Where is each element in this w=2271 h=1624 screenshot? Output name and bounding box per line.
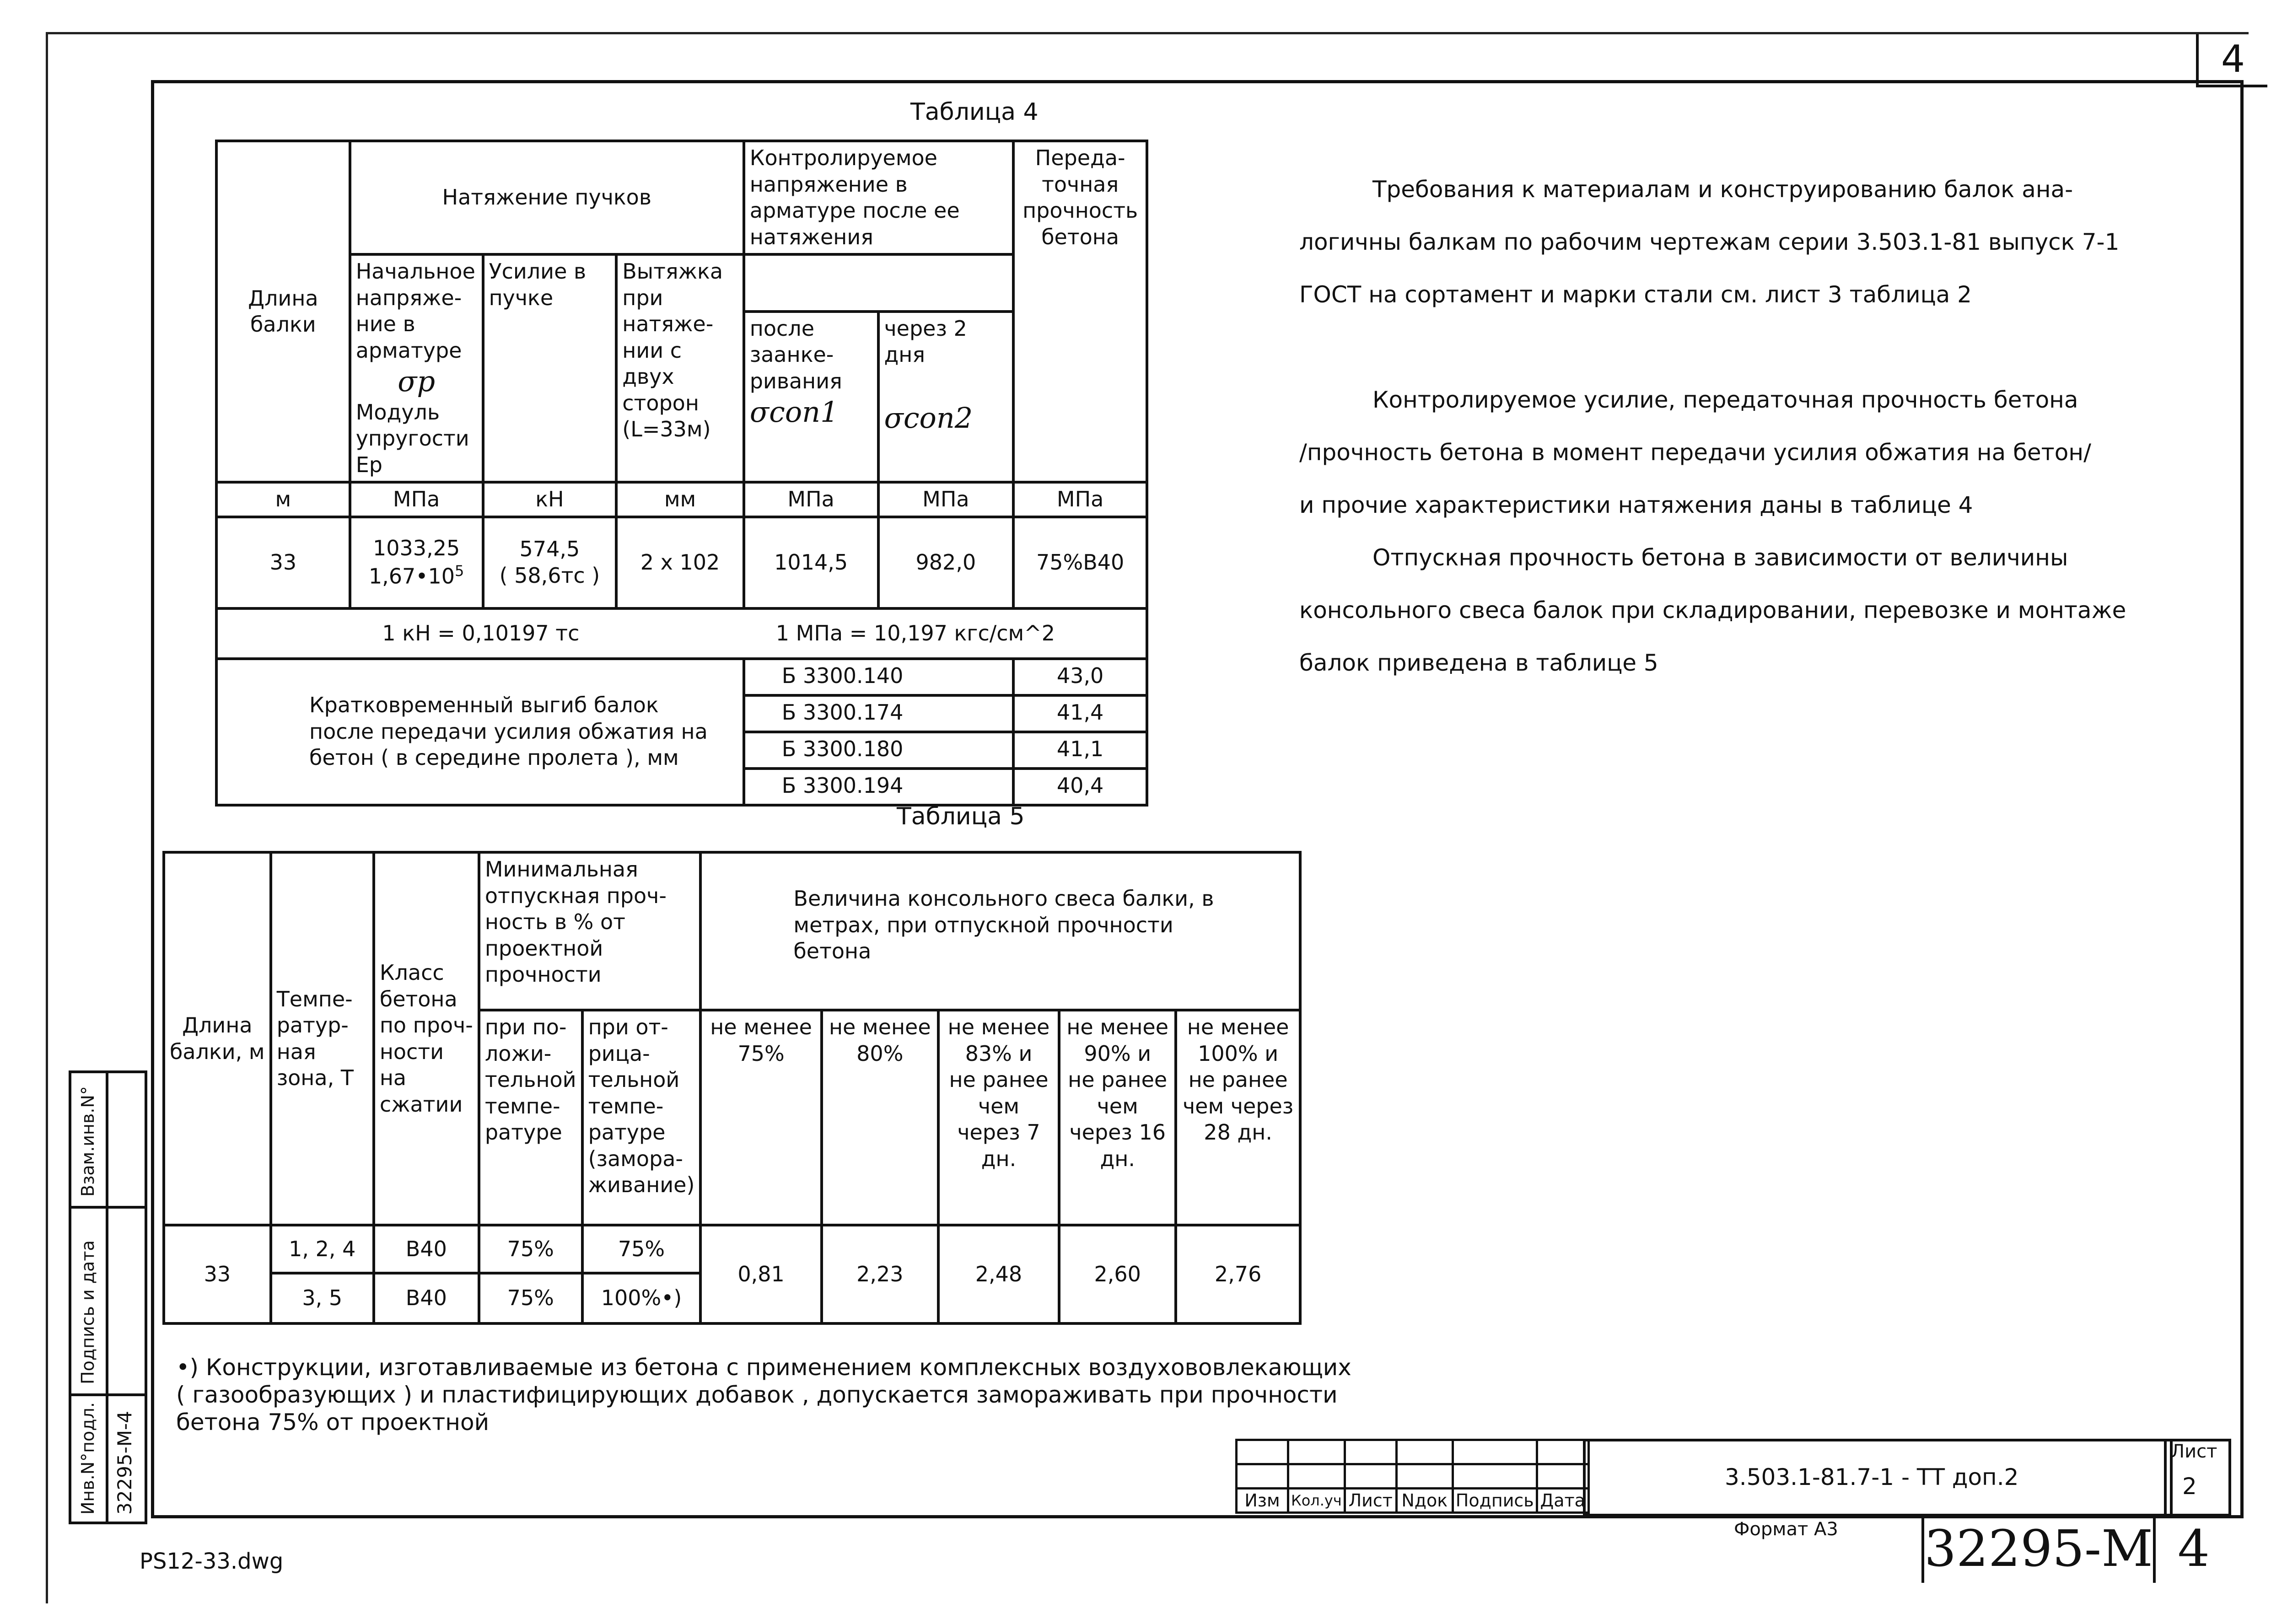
t4-2days-text: через 2 дня xyxy=(884,316,967,367)
t4-unit: МПа xyxy=(1013,482,1147,517)
t5-oh-top: не менее xyxy=(710,1015,812,1039)
side-signature-label: Подпись и дата xyxy=(78,1240,98,1384)
t4-modulus-text: Модуль упругости Ep xyxy=(355,399,469,477)
t4-value-transfer: 75%B40 xyxy=(1013,517,1147,608)
t5-header-min-strength: Минимальная отпускная проч- ность в % от проектной прочности xyxy=(479,852,701,1010)
t5-oh-rest: не ранее чем через 28 дн. xyxy=(1183,1067,1294,1145)
t4-deflection-value: 43,0 xyxy=(1013,659,1147,695)
t5-overhang-value: 2,76 xyxy=(1176,1225,1300,1323)
t4-modulus xyxy=(356,562,477,590)
t4-value-force xyxy=(483,517,617,608)
note-line: /прочность бетона в момент передачи усилия обжатия на бетон/ xyxy=(1299,439,2091,466)
t5-value-length: 33 xyxy=(164,1225,271,1323)
t4-value-2days: 982,0 xyxy=(878,517,1014,608)
t4-initial-symbol: σp xyxy=(398,365,436,398)
t5-oh-pct: 80% xyxy=(856,1041,904,1066)
t5-oh-top: не менее xyxy=(829,1015,931,1039)
note-line: логичны балкам по рабочим чертежам серии 3.503.1-81 выпуск 7-1 xyxy=(1299,229,2120,255)
note-line: и прочие характеристики натяжения даны в таблице 4 xyxy=(1299,492,1973,518)
tb-col-label: Дата xyxy=(1537,1489,1588,1513)
t4-header-elongation xyxy=(616,254,744,482)
t4-initial-stress: 1033,25 xyxy=(373,536,460,561)
t4-deflection-value: 40,4 xyxy=(1013,769,1147,805)
t5-oh-rest: не ранее чем через 16 дн. xyxy=(1068,1067,1168,1171)
t4-header-length: Длина балки xyxy=(216,141,350,482)
t5-value-zone: 3, 5 xyxy=(271,1273,374,1323)
sheet-label: Лист xyxy=(2171,1441,2217,1462)
t5-overhang-value: 2,48 xyxy=(938,1225,1059,1323)
t5-value-positive: 75% xyxy=(479,1273,582,1323)
t5-overhang-value: 0,81 xyxy=(700,1225,821,1323)
t4-value-elongation: 2 x 102 xyxy=(616,517,744,608)
t4-unit: МПа xyxy=(350,482,483,517)
t5-overhang-header xyxy=(700,1010,821,1225)
t4-header-controlled: Контролируемое напряжение в арматуре после ее натяжения xyxy=(744,141,1013,254)
t4-modulus-base: 1,67•10 xyxy=(368,564,455,589)
t4-unit: м xyxy=(216,482,350,517)
t4-header-transfer: Переда- точная прочность бетона xyxy=(1013,141,1147,482)
t4-header-initial xyxy=(350,254,483,482)
t4-conversion-kn: 1 кН = 0,10197 тс xyxy=(216,608,744,659)
t5-value-negative: 75% xyxy=(582,1225,701,1273)
t4-header-tension: Натяжение пучков xyxy=(350,141,744,254)
page-number: 4 xyxy=(2178,1519,2210,1578)
t5-value-class: B40 xyxy=(374,1273,479,1323)
t4-2days-symbol: σcon2 xyxy=(884,401,973,435)
note-line: Отпускная прочность бетона в зависимости от величины xyxy=(1372,544,2068,571)
tb-col-label: Кол.уч xyxy=(1288,1489,1345,1513)
t5-header-overhang: Величина консольного свеса балки, в метрах, при отпускной прочности бетона xyxy=(700,852,1300,1010)
t4-modulus-exp: 5 xyxy=(454,562,464,580)
t5-oh-rest: не ранее чем через 7 дн. xyxy=(949,1067,1049,1171)
t5-overhang-value: 2,60 xyxy=(1059,1225,1176,1323)
sheet-number: 2 xyxy=(2182,1473,2197,1500)
t4-value-length: 33 xyxy=(216,517,350,608)
t5-header-temp-zone: Темпе- ратур- ная зона, Т xyxy=(271,852,374,1225)
t4-value-initial xyxy=(350,517,483,608)
footnote-line: ( газообразующих ) и пластифицирующих добавок , допускается замораживать при прочности xyxy=(176,1382,1338,1408)
table4-caption: Таблица 4 xyxy=(910,98,1039,126)
t4-deflection-value: 41,1 xyxy=(1013,732,1147,769)
note-line: ГОСТ на сортамент и марки стали см. лист 3 таблица 2 xyxy=(1299,281,1972,308)
file-name: PS12-33.dwg xyxy=(140,1549,284,1574)
t4-initial-text: Начальное напряже- ние в арматуре xyxy=(355,259,475,363)
side-exchange-label: Взам.инв.N° xyxy=(78,1086,98,1197)
title-block-revisions xyxy=(1235,1439,1590,1514)
table-4 xyxy=(215,140,1148,807)
note-line: Контролируемое усилие, передаточная прочность бетона xyxy=(1372,387,2078,413)
t4-header-force: Усилие в пучке xyxy=(483,254,617,482)
t5-oh-top: не менее xyxy=(1066,1015,1169,1039)
corner-sheet-number: 4 xyxy=(2196,34,2267,87)
t4-unit: кН xyxy=(483,482,617,517)
t4-unit: МПа xyxy=(878,482,1014,517)
t4-deflection-value: 41,4 xyxy=(1013,695,1147,732)
side-divider xyxy=(71,1393,145,1396)
tb-col-label: Nдок xyxy=(1396,1489,1453,1513)
tb-col-label: Изм xyxy=(1237,1489,1288,1513)
t4-elong-length: (L=33м) xyxy=(622,417,711,441)
t4-conversion-mpa: 1 МПа = 10,197 кгс/см^2 xyxy=(744,608,1147,659)
t5-header-negative: при от- рица- тельной темпе- ратуре (замора- живание) xyxy=(582,1010,701,1225)
t4-deflection-label: Кратковременный выгиб балок после передачи усилия обжатия на бетон ( в середине пролета ), мм xyxy=(216,659,744,805)
table-5 xyxy=(162,851,1302,1325)
t4-beam-mark: Б 3300.174 xyxy=(744,695,1013,732)
t4-force-tc: ( 58,6тс ) xyxy=(499,563,600,588)
t5-header-length: Длина балки, м xyxy=(164,852,271,1225)
t5-value-positive: 75% xyxy=(479,1225,582,1273)
t5-overhang-value: 2,23 xyxy=(822,1225,938,1323)
t5-value-negative: 100%•) xyxy=(582,1273,701,1323)
t5-value-zone: 1, 2, 4 xyxy=(271,1225,374,1273)
format-label: Формат А3 xyxy=(1734,1519,1838,1540)
t4-unit: МПа xyxy=(744,482,878,517)
document-designation: 3.503.1-81.7-1 - ТТ доп.2 xyxy=(1725,1464,2019,1490)
t5-header-class: Класс бетона по проч- ности на сжатии xyxy=(374,852,479,1225)
t5-oh-top: не менее xyxy=(1187,1015,1289,1039)
t4-beam-mark: Б 3300.194 xyxy=(744,769,1013,805)
note-line: консольного свеса балок при складировании, перевозке и монтаже xyxy=(1299,597,2126,624)
t5-overhang-header xyxy=(1059,1010,1176,1225)
t5-header-positive: при по- ложи- тельной темпе- ратуре xyxy=(479,1010,582,1225)
t4-beam-mark: Б 3300.140 xyxy=(744,659,1013,695)
t5-oh-pct: 75% xyxy=(737,1041,785,1066)
t4-after-text: после заанке- ривания xyxy=(749,316,842,393)
tb-col-label: Лист xyxy=(1345,1489,1396,1513)
t5-oh-top: не менее xyxy=(947,1015,1050,1039)
side-inventory-value: 32295-М-4 xyxy=(113,1411,136,1515)
t4-force-kn: 574,5 xyxy=(519,537,580,561)
side-approval-strip xyxy=(69,1070,147,1524)
t4-elong-text: Вытяжка при натяже- нии с двух сторон xyxy=(622,259,723,415)
t4-header-after xyxy=(744,312,878,483)
note-line: балок приведена в таблице 5 xyxy=(1299,650,1658,676)
t5-value-class: B40 xyxy=(374,1225,479,1273)
t5-overhang-header xyxy=(822,1010,938,1225)
t4-unit: мм xyxy=(616,482,744,517)
t5-oh-pct: 83% и xyxy=(965,1041,1033,1066)
t4-beam-mark: Б 3300.180 xyxy=(744,732,1013,769)
t5-oh-pct: 90% и xyxy=(1084,1041,1152,1066)
tb-col-label: Подпись xyxy=(1453,1489,1537,1513)
side-divider xyxy=(71,1206,145,1209)
t4-value-after: 1014,5 xyxy=(744,517,878,608)
footnote-line: •) Конструкции, изготавливаемые из бетона с применением комплексных воздухововлекающих xyxy=(176,1354,1351,1381)
t5-oh-pct: 100% и xyxy=(1198,1041,1279,1066)
note-line: Требования к материалам и конструированию балок ана- xyxy=(1372,176,2073,203)
table5-caption: Таблица 5 xyxy=(897,803,1025,830)
t4-after-symbol: σcon1 xyxy=(749,395,839,429)
footnote-line: бетона 75% от проектной xyxy=(176,1409,490,1436)
document-number: 32295-М xyxy=(1921,1514,2156,1583)
side-inventory-label: Инв.N°подл. xyxy=(78,1402,98,1515)
t5-overhang-header xyxy=(1176,1010,1300,1225)
t4-header-2days xyxy=(878,312,1014,483)
t5-overhang-header xyxy=(938,1010,1059,1225)
